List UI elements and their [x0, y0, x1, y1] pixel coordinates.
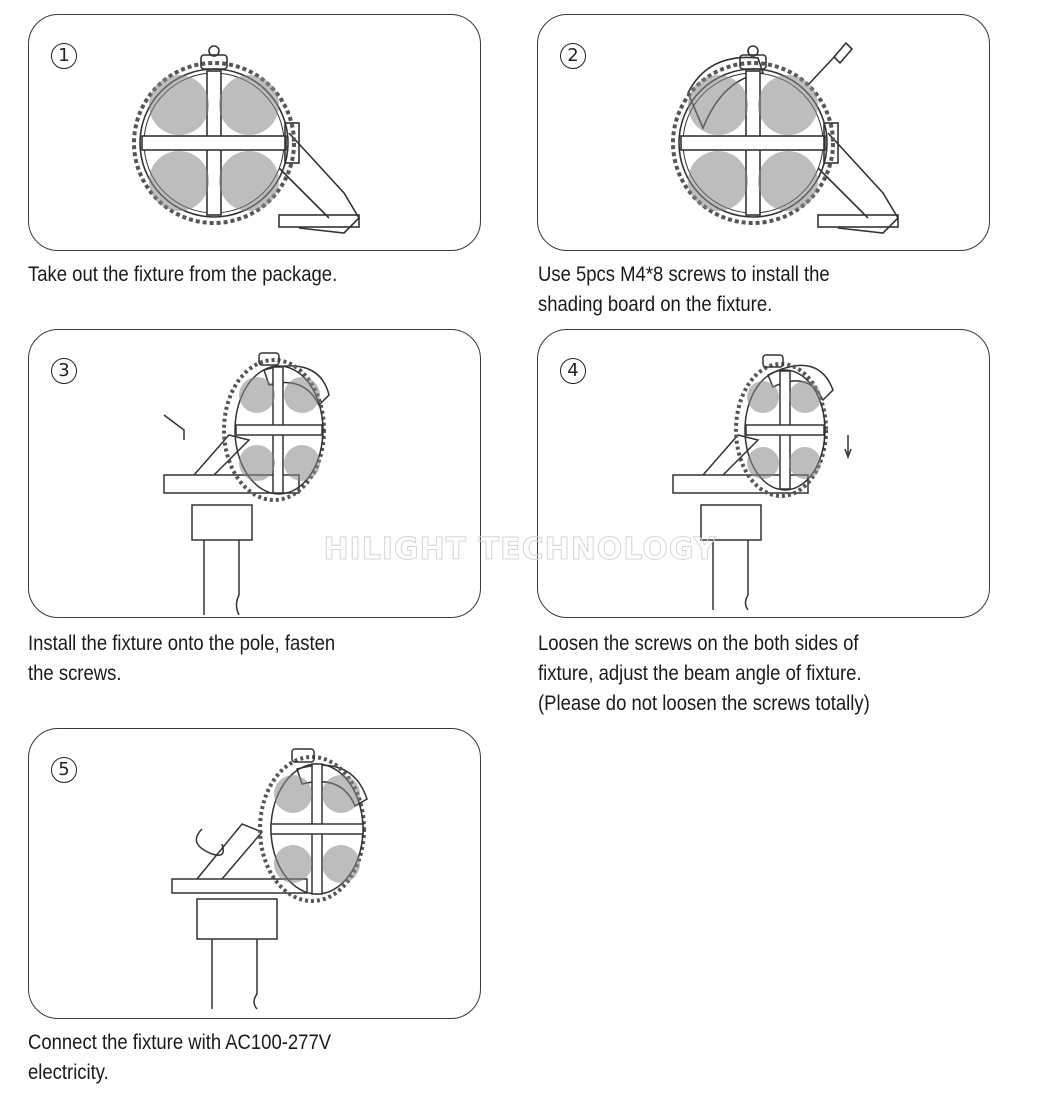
step-5-number: 5 [51, 757, 77, 783]
step-3-caption-line-2: the screws. [28, 662, 122, 685]
watermark: HILIGHT TECHNOLOGY [323, 532, 717, 567]
step-3-caption [28, 629, 335, 689]
step-3-number: 3 [51, 358, 77, 384]
step-3-caption-line-1: Install the fixture onto the pole, fasten [28, 632, 336, 655]
step-4-panel [537, 329, 990, 618]
step-1-number: 1 [51, 43, 77, 69]
step-2-number: 2 [560, 43, 586, 69]
step-1-panel [28, 14, 481, 251]
step-5-caption-line-1: Connect the fixture with AC100-277V [28, 1031, 332, 1054]
step-5-caption [28, 1028, 331, 1088]
step-4-number: 4 [560, 358, 586, 384]
step-4-fixture-illustration [663, 345, 903, 615]
step-1-caption-line-1: Take out the fixture from the package. [28, 263, 338, 286]
step-5-caption-line-2: electricity. [28, 1061, 109, 1084]
step-2-caption [538, 260, 830, 320]
step-2-fixture-illustration [668, 33, 928, 263]
step-1-caption [28, 260, 337, 290]
step-5-panel [28, 728, 481, 1019]
step-5-fixture-illustration [167, 744, 407, 1024]
step-2-caption-line-2: shading board on the fixture. [538, 293, 773, 316]
step-4-caption-line-1: Loosen the screws on the both sides of [538, 632, 859, 655]
step-4-caption-line-2: fixture, adjust the beam angle of fixture. [538, 662, 862, 685]
step-4-caption [538, 629, 870, 719]
step-4-caption-line-3: (Please do not loosen the screws totally) [538, 692, 870, 715]
step-3-fixture-illustration [154, 345, 394, 615]
step-1-fixture-illustration [129, 33, 369, 263]
step-2-caption-line-1: Use 5pcs M4*8 screws to install the [538, 263, 830, 286]
step-2-panel [537, 14, 990, 251]
step-3-panel [28, 329, 481, 618]
